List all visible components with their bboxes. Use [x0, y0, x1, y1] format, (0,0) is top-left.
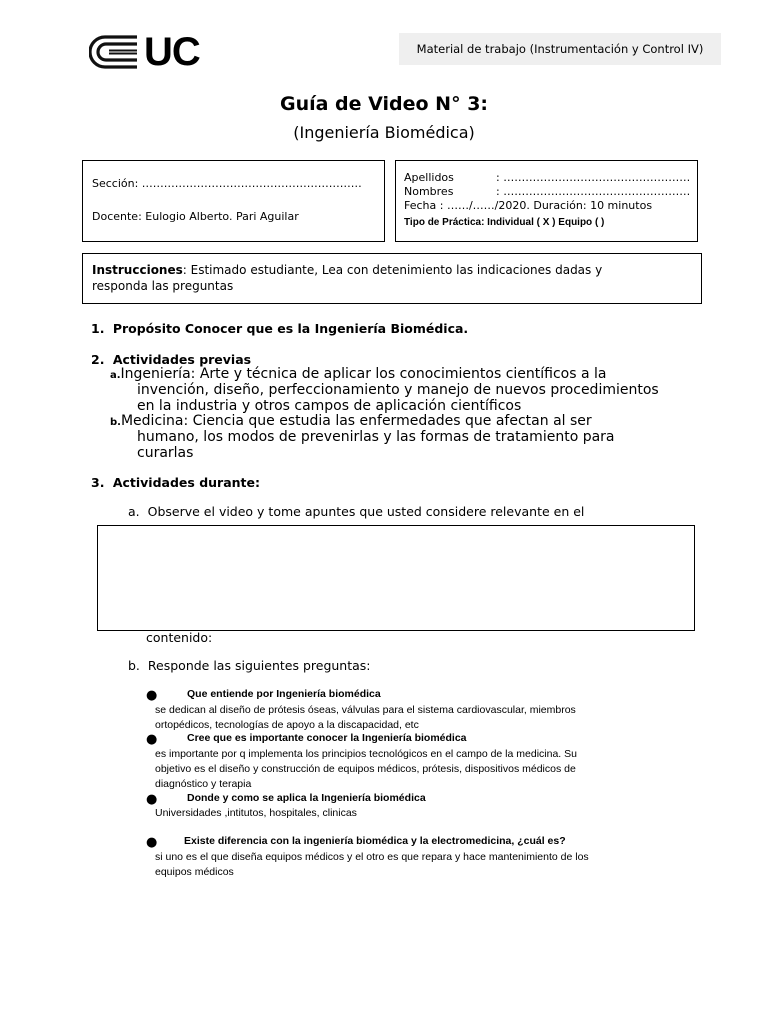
answer-1-line-2[interactable]: ortopédicos, tecnologías de apoyo a la discapacidad, etc [155, 719, 419, 731]
section-3-title: Actividades durante: [112, 475, 260, 490]
answer-2-line-1[interactable]: es importante por q implementa los principios tecnológicos en el campo de la medicina. Su [155, 748, 577, 760]
bullet-icon: ● [146, 732, 158, 747]
docente-field: Docente: Eulogio Alberto. Pari Aguilar [92, 210, 299, 223]
tipo-practica: Tipo de Práctica: Individual ( X ) Equipo ( ) [404, 217, 605, 228]
seccion-field: Sección: …………………………………………………… [92, 177, 362, 190]
answer-4-line-1[interactable]: si uno es el que diseña equipos médicos y el otro es que repara y hace mantenimiento de los [155, 851, 589, 863]
section-1-title: Propósito Conocer que es la Ingeniería Biomédica. [112, 321, 469, 336]
item-3a-marker: a. [128, 504, 140, 519]
apellidos-label: Apellidos [404, 171, 454, 184]
answer-2-line-2[interactable]: objetivo es el diseño y construcción de equipos médicos, prótesis, dispositivos médicos de [155, 763, 576, 775]
medicina-term: Medicina [120, 413, 184, 429]
item-3b-marker: b. [128, 658, 140, 673]
item-b-marker: b. [110, 417, 121, 428]
item-3b-text: Responde las siguientes preguntas: [147, 658, 371, 673]
notes-box[interactable] [97, 525, 695, 631]
item-3a-text: Observe el video y tome apuntes que usted considere relevante en el [147, 504, 585, 519]
ingenieria-term: Ingeniería [120, 366, 191, 382]
logo-text: UC [144, 30, 200, 74]
medicina-def-3: curarlas [137, 445, 194, 461]
item-3a-continuation: contenido: [146, 630, 213, 645]
instructions-box [82, 253, 702, 304]
bullet-icon: ● [146, 688, 158, 703]
instructions-text: : Estimado estudiante, Lea con detenimiento las indicaciones dadas y [182, 263, 603, 277]
nombres-label: Nombres [404, 185, 454, 198]
item-a-marker: a. [110, 370, 121, 381]
material-header: Material de trabajo (Instrumentación y Control IV) [399, 33, 721, 65]
nombres-field: : …………………………………………… [496, 185, 691, 198]
bullet-icon: ● [146, 835, 158, 850]
ingenieria-def-3: en la industria y otros campos de aplicación científicos [137, 398, 522, 414]
section-2-number: 2. [91, 352, 105, 367]
answer-1-line-1[interactable]: se dedican al diseño de prótesis óseas, válvulas para el sistema cardiovascular, miembros [155, 704, 576, 716]
apellidos-field: : …………………………………………… [496, 171, 691, 184]
section-docente-box [82, 160, 385, 242]
section-2-title: Actividades previas [112, 352, 252, 367]
question-1: Que entiende por Ingeniería biomédica [187, 688, 381, 700]
question-4: Existe diferencia con la ingeniería biomédica y la electromedicina, ¿cuál es? [184, 835, 566, 847]
section-1-number: 1. [91, 321, 105, 336]
answer-3-line-1[interactable]: Universidades ,intitutos, hospitales, clinicas [155, 807, 357, 819]
student-info-box [395, 160, 698, 242]
question-3: Donde y como se aplica la Ingeniería biomédica [187, 792, 426, 804]
ingenieria-def-2: invención, diseño, perfeccionamiento y manejo de nuevos procedimientos [137, 382, 659, 398]
fecha-field: Fecha : ……/……/2020. Duración: 10 minutos [404, 199, 653, 212]
answer-4-line-2[interactable]: equipos médicos [155, 866, 234, 878]
answer-2-line-3[interactable]: diagnóstico y terapia [155, 778, 252, 790]
medicina-def-1: : Ciencia que estudia las enfermedades que afectan al ser [183, 413, 592, 429]
bullet-icon: ● [146, 792, 158, 807]
instructions-label: Instrucciones [92, 263, 183, 277]
page-title: Guía de Video N° 3: [279, 93, 489, 115]
section-3-number: 3. [91, 475, 105, 490]
medicina-def-2: humano, los modos de prevenirlas y las formas de tratamiento para [137, 429, 615, 445]
page-subtitle: (Ingeniería Biomédica) [293, 123, 475, 142]
instructions-text-2: responda las preguntas [92, 279, 234, 293]
ingenieria-def-1: : Arte y técnica de aplicar los conocimientos científicos a la [190, 366, 607, 382]
question-2: Cree que es importante conocer la Ingeniería biomédica [187, 732, 467, 744]
